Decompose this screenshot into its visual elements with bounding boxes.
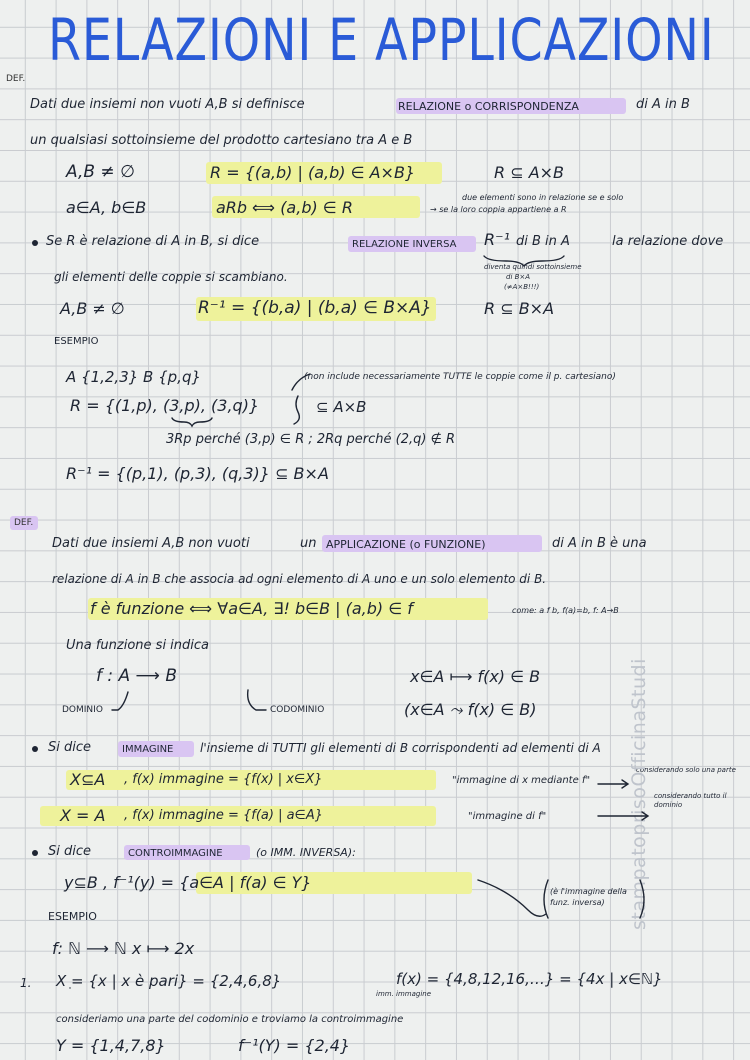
text-line: Si dice: [48, 844, 92, 859]
label-codominio: CODOMINIO: [270, 705, 325, 715]
side-note: "immagine di x mediante f": [452, 775, 591, 786]
side-note: diventa quindi sottoinsieme: [484, 263, 582, 271]
side-note: come: a f b, f(a)=b, f: A→B: [512, 606, 619, 615]
formula: R = {(1,p), (3,p), (3,q)}: [70, 396, 260, 415]
text-line: Si dice: [48, 740, 92, 755]
side-note: di B×A: [506, 273, 531, 281]
side-note: considerando solo una parte: [636, 766, 736, 774]
formula: f⁻¹(Y) = {2,4}: [238, 1036, 351, 1055]
side-note: (non include necessariamente TUTTE le coppie come il p. cartesiano): [304, 372, 616, 382]
arrow-mark: [248, 690, 266, 710]
text-line: di A in B è una: [552, 536, 647, 551]
side-note: due elementi sono in relazione se e solo: [462, 193, 624, 202]
text-line: di B in A: [516, 234, 570, 249]
formula: R⁻¹: [484, 230, 510, 249]
keyword-controimmagine: CONTROIMMAGINE: [128, 848, 223, 859]
arrow-mark: [598, 780, 628, 788]
formula: R ⊆ A×B: [494, 163, 565, 182]
bracket-mark: [544, 880, 548, 918]
side-note: "immagine di f": [468, 811, 547, 822]
keyword-applicazione: APPLICAZIONE (o FUNZIONE): [326, 538, 486, 551]
side-note: imm. immagine: [376, 990, 432, 998]
side-note: → se la loro coppia appartiene a R: [430, 205, 567, 214]
text-line: relazione di A in B che associa ad ogni elemento di A uno e un solo elemento di B.: [52, 572, 547, 586]
text-line: Se R è relazione di A in B, si dice: [46, 234, 260, 249]
formula: X = {x | x è pari} = {2,4,6,8}: [56, 972, 282, 990]
formula: R = {(a,b) | (a,b) ∈ A×B}: [210, 163, 416, 182]
bullet: [32, 746, 38, 752]
bullet: [32, 850, 38, 856]
formula: , f(x) immagine = {f(x) | x∈X}: [124, 772, 323, 787]
text-line: Dati due insiemi non vuoti A,B si definisce: [30, 97, 305, 112]
text-line: di A in B: [636, 97, 690, 112]
formula: a∈A, b∈B: [66, 198, 147, 217]
arrow-mark: [478, 880, 546, 916]
text-line: la relazione dove: [612, 234, 724, 249]
text-line: consideriamo una parte del codominio e troviamo la controimmagine: [56, 1014, 404, 1025]
list-number: 1.: [20, 976, 32, 990]
formula: X⊆A: [70, 770, 106, 789]
def-tag: DEF.: [14, 518, 34, 528]
text-line: Dati due insiemi A,B non vuoti: [52, 536, 250, 551]
brace-mark: [172, 418, 212, 426]
formula: f: ℕ ⟶ ℕ x ⟼ 2x: [52, 939, 195, 958]
formula: , f(x) immagine = {f(a) | a∈A}: [124, 808, 324, 823]
side-note: considerando tutto il dominio: [654, 792, 727, 809]
formula: 3Rp perché (3,p) ∈ R ; 2Rq perché (2,q) ∉ R: [166, 432, 456, 447]
bullet: [32, 240, 38, 246]
text-line: (o IMM. INVERSA):: [256, 846, 356, 859]
formula: ⊆ A×B: [316, 398, 367, 416]
formula: A {1,2,3} B {p,q}: [66, 368, 202, 386]
label-dominio: DOMINIO: [62, 705, 103, 715]
def-tag: DEF.: [6, 74, 26, 84]
formula: Y = {1,4,7,8}: [56, 1036, 166, 1055]
formula: A,B ≠ ∅: [66, 162, 135, 182]
watermark: stampatoprisoOfficinaStudi: [628, 658, 650, 930]
keyword-relazione-inversa: RELAZIONE INVERSA: [352, 239, 457, 250]
formula: (x∈A ⤳ f(x) ∈ B): [404, 700, 537, 719]
arrow-mark: [112, 692, 128, 710]
formula: y⊆B , f⁻¹(y) = {a∈A | f(a) ∈ Y}: [64, 873, 312, 892]
formula: X = A: [60, 806, 106, 825]
text-line: gli elementi delle coppie si scambiano.: [54, 270, 288, 284]
formula: R⁻¹ = {(p,1), (p,3), (q,3)} ⊆ B×A: [66, 464, 329, 483]
brace-mark: [294, 396, 299, 424]
section-label: ESEMPIO: [54, 336, 99, 347]
keyword-immagine: IMMAGINE: [122, 744, 174, 755]
side-note: (è l'immagine della funz. inversa): [550, 887, 627, 907]
section-label: ESEMPIO: [48, 910, 97, 923]
formula: f è funzione ⟺ ∀a∈A, ∃! b∈B | (a,b) ∈ f: [90, 599, 413, 618]
formula: aRb ⟺ (a,b) ∈ R: [216, 198, 353, 217]
formula: R ⊆ B×A: [484, 299, 555, 318]
text-line: l'insieme di TUTTI gli elementi di B corrispondenti ad elementi di A: [200, 741, 601, 755]
side-note: (≠A×B!!!): [504, 283, 540, 291]
text-line: un qualsiasi sottoinsieme del prodotto cartesiano tra A e B: [30, 133, 413, 148]
formula: R⁻¹ = {(b,a) | (b,a) ∈ B×A}: [198, 298, 432, 318]
formula: f(x) = {4,8,12,16,…} = {4x | x∈ℕ}: [396, 970, 663, 988]
keyword-relazione: RELAZIONE o CORRISPONDENZA: [398, 100, 579, 113]
text-line: un: [300, 536, 317, 551]
formula: x∈A ⟼ f(x) ∈ B: [410, 667, 541, 686]
text-line: Una funzione si indica: [66, 638, 210, 653]
page-title: RELAZIONI E APPLICAZIONI: [48, 6, 715, 74]
formula: f : A ⟶ B: [96, 666, 177, 686]
formula: A,B ≠ ∅: [60, 299, 125, 318]
